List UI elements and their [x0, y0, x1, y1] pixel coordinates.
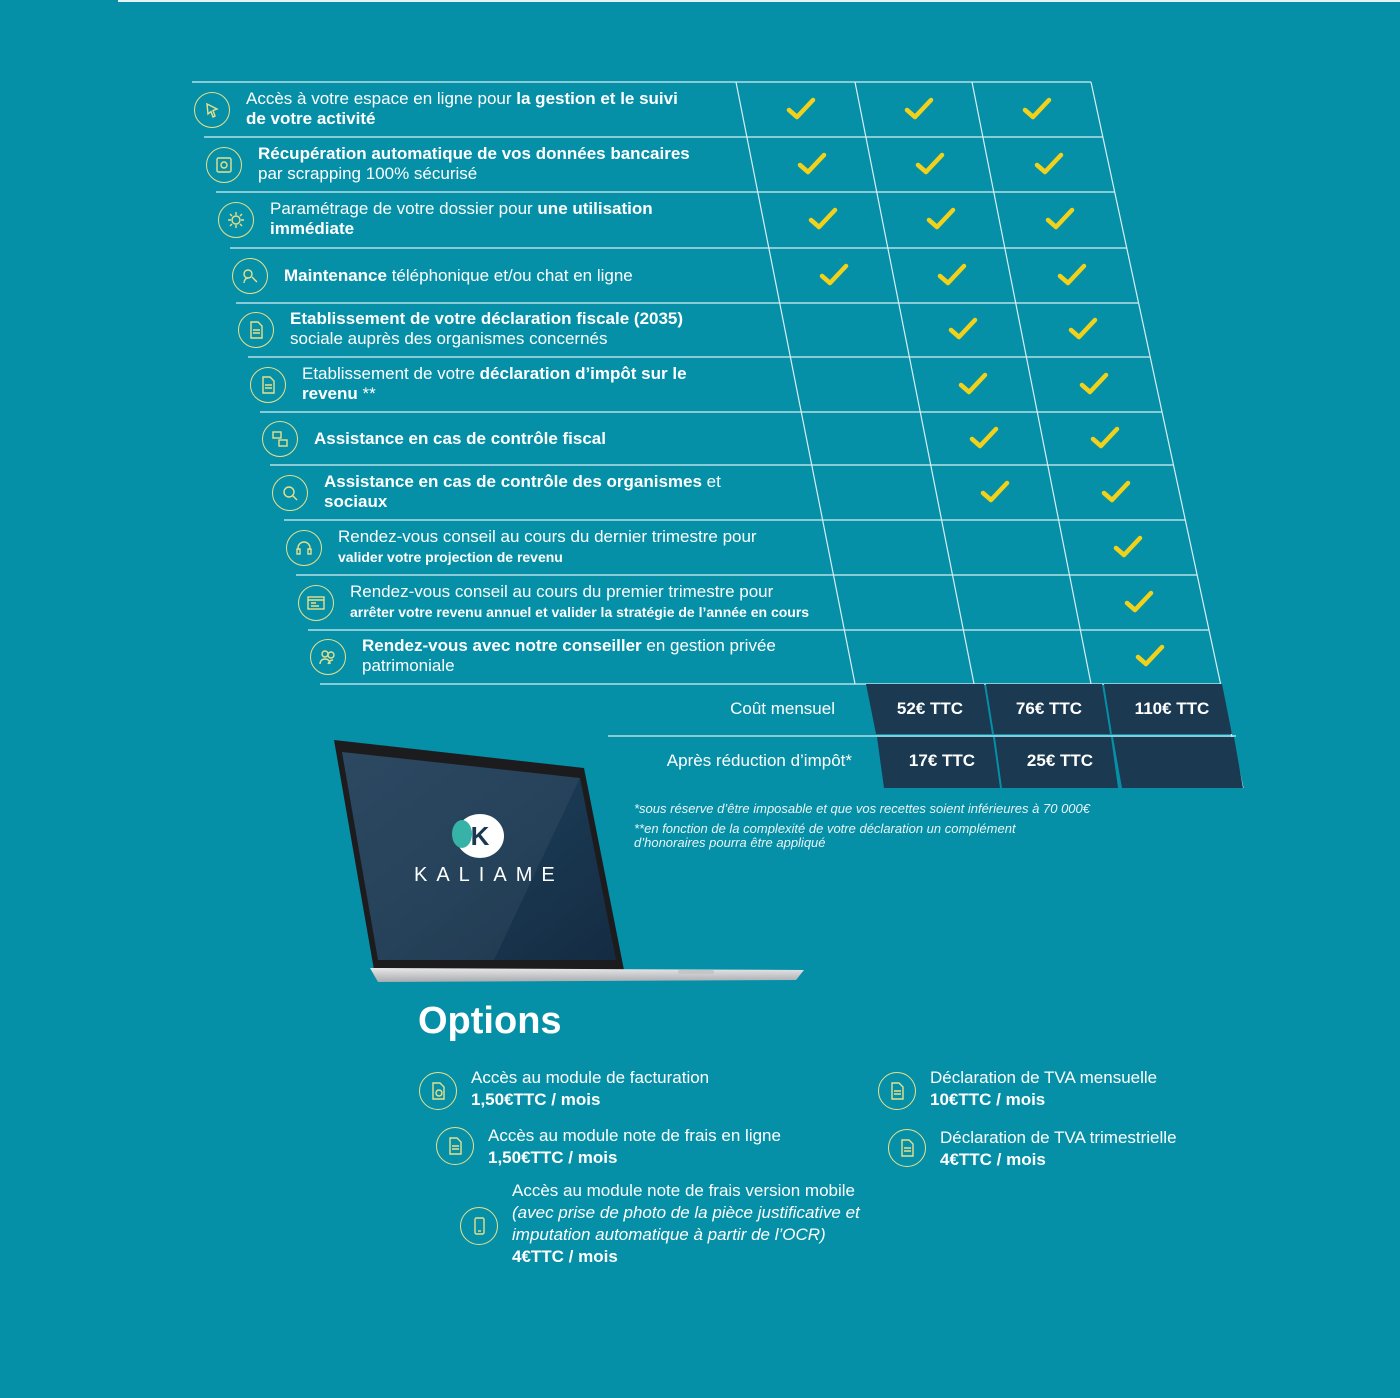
option-vat-quarterly-label: Déclaration de TVA trimestrielle: [940, 1128, 1177, 1147]
laptop-illustration: [334, 738, 804, 982]
check-icon: [1135, 644, 1165, 668]
option-expenses-mobile-price: 4€TTC / mois: [512, 1247, 618, 1266]
option-invoicing: [471, 1067, 709, 1111]
feature-text-part: Paramétrage de votre dossier pour: [270, 199, 538, 218]
feature-text-part: Etablissement de votre: [302, 363, 480, 383]
feature-row-1: [246, 89, 678, 129]
check-icon: [819, 263, 849, 287]
check-icon: [1022, 97, 1052, 121]
mobile-icon: [460, 1207, 498, 1245]
document-icon: [238, 312, 274, 348]
feature-text-part: sociaux: [324, 491, 388, 511]
feature-text-part: patrimoniale: [362, 656, 455, 675]
price-monthly-3: 110€ TTC: [1134, 699, 1210, 718]
vat-monthly-icon: [878, 1072, 916, 1110]
feature-text-part: la gestion et le suivi: [516, 88, 678, 108]
price-monthly-2: 76€ TTC: [1015, 699, 1083, 718]
feature-text-part: déclaration d’impôt sur le: [479, 363, 687, 383]
check-icon: [926, 207, 956, 231]
feature-text-part: une utilisation: [537, 199, 653, 218]
feature-row-3: [270, 199, 653, 239]
feature-text-part: arrêter votre revenu annuel et valider la stratégie de l’année en cours: [350, 603, 810, 620]
feature-text-part: Assistance en cas de contrôle des organismes: [324, 471, 702, 491]
logo-letter: K: [470, 820, 490, 851]
footnote-2b: d’honoraires pourra être appliqué: [634, 835, 826, 850]
feature-text-part: Accès à votre espace en ligne pour: [246, 88, 517, 108]
option-expenses-online: [488, 1125, 781, 1169]
people-icon: [310, 639, 346, 675]
feature-text-part: téléphonique et/ou chat en ligne: [386, 265, 633, 285]
support-icon: [232, 258, 268, 294]
windows-icon: [262, 421, 298, 457]
feature-text-part: Etablissement de votre déclaration fiscale (2035): [290, 309, 684, 328]
invoice-icon: [419, 1072, 457, 1110]
check-icon: [797, 152, 827, 176]
feature-text-part: valider votre projection de revenu: [338, 548, 563, 565]
check-icon: [1124, 590, 1154, 614]
feature-text-part: Assistance en cas de contrôle fiscal: [314, 428, 606, 448]
option-expenses-mobile-label: Accès au module note de frais version mobile: [512, 1181, 856, 1200]
feature-text-part: immédiate: [270, 219, 355, 238]
feature-text-part: sociale auprès des organismes concernés: [290, 329, 608, 348]
feature-row-7: [314, 429, 606, 449]
option-vat-monthly-label: Déclaration de TVA mensuelle: [930, 1068, 1158, 1087]
feature-row-10: [350, 582, 809, 622]
vat-quarterly-icon: [888, 1129, 926, 1167]
feature-text-part: **: [357, 383, 376, 403]
option-vat-monthly-price: 10€TTC / mois: [930, 1090, 1046, 1109]
check-icon: [786, 97, 816, 121]
gear-icon: [218, 202, 254, 238]
check-icon: [1034, 152, 1064, 176]
feature-text-part: en gestion privée: [641, 636, 776, 655]
monthly-cost-label: Coût mensuel: [730, 699, 835, 718]
option-vat-monthly: [930, 1067, 1157, 1111]
feature-row-6: [302, 364, 687, 404]
option-expenses-online-price: 1,50€TTC / mois: [488, 1148, 618, 1167]
feature-row-5: [290, 309, 683, 349]
feature-row-9: [338, 527, 757, 567]
options-title: Options: [418, 1000, 562, 1042]
price-monthly-1: 52€ TTC: [896, 699, 964, 718]
check-icon: [808, 207, 838, 231]
check-icon: [1113, 535, 1143, 559]
headset-icon: [286, 530, 322, 566]
feature-row-2: [258, 144, 690, 184]
check-icon: [948, 317, 978, 341]
feature-text-part: Rendez-vous conseil au cours du dernier trimestre pour: [338, 526, 757, 546]
price-after-2: 25€ TTC: [1026, 751, 1094, 770]
check-icon: [1101, 480, 1131, 504]
price-cell-bg-6: [1113, 737, 1243, 788]
feature-row-11: [362, 636, 776, 676]
option-invoicing-price: 1,50€TTC / mois: [471, 1090, 601, 1109]
cursor-icon: [194, 92, 230, 128]
safe-icon: [206, 147, 242, 183]
browser-icon: [298, 585, 334, 621]
check-icon: [937, 263, 967, 287]
option-expenses-mobile-detail-1: (avec prise de photo de la pièce justificative et: [512, 1203, 860, 1222]
check-icon: [1090, 426, 1120, 450]
check-icon: [1068, 317, 1098, 341]
feature-text-part: Rendez-vous conseil au cours du premier trimestre pour: [350, 581, 774, 601]
brand-name: KALIAME: [414, 864, 564, 886]
feature-text-part: revenu: [302, 383, 358, 403]
feature-text-part: Maintenance: [284, 265, 387, 285]
after-reduction-label: Après réduction d’impôt*: [666, 751, 852, 770]
feature-text-part: Récupération automatique de vos données bancaires: [258, 143, 690, 163]
option-expenses-online-label: Accès au module note de frais en ligne: [488, 1126, 781, 1145]
check-icon: [1079, 372, 1109, 396]
magnifier-icon: [272, 475, 308, 511]
feature-text-part: de votre activité: [246, 108, 376, 128]
check-icon: [1045, 207, 1075, 231]
option-expenses-mobile: [512, 1180, 860, 1268]
check-icon: [915, 152, 945, 176]
option-vat-quarterly: [940, 1127, 1177, 1171]
feature-text-part: Rendez-vous avec notre conseiller: [362, 636, 642, 655]
check-icon: [1057, 263, 1087, 287]
feature-text-part: par scrapping 100% sécurisé: [258, 163, 478, 183]
expense-icon: [436, 1127, 474, 1165]
check-icon: [969, 426, 999, 450]
check-icon: [904, 97, 934, 121]
option-invoicing-label: Accès au module de facturation: [471, 1068, 710, 1087]
feature-row-8: [324, 472, 721, 512]
footnote-1: *sous réserve d’être imposable et que vos recettes soient inférieures à 70 000€: [634, 801, 1090, 816]
check-icon: [980, 480, 1010, 504]
option-expenses-mobile-detail-2: imputation automatique à partir de l’OCR): [512, 1225, 826, 1244]
option-vat-quarterly-price: 4€TTC / mois: [940, 1150, 1046, 1169]
document-icon: [250, 367, 286, 403]
price-after-1: 17€ TTC: [908, 751, 976, 770]
feature-text-part: et: [701, 471, 721, 491]
footnote-2a: **en fonction de la complexité de votre déclaration un complément: [634, 821, 1016, 836]
kaliame-logo: [456, 814, 504, 858]
feature-row-4: [284, 266, 633, 286]
check-icon: [958, 372, 988, 396]
